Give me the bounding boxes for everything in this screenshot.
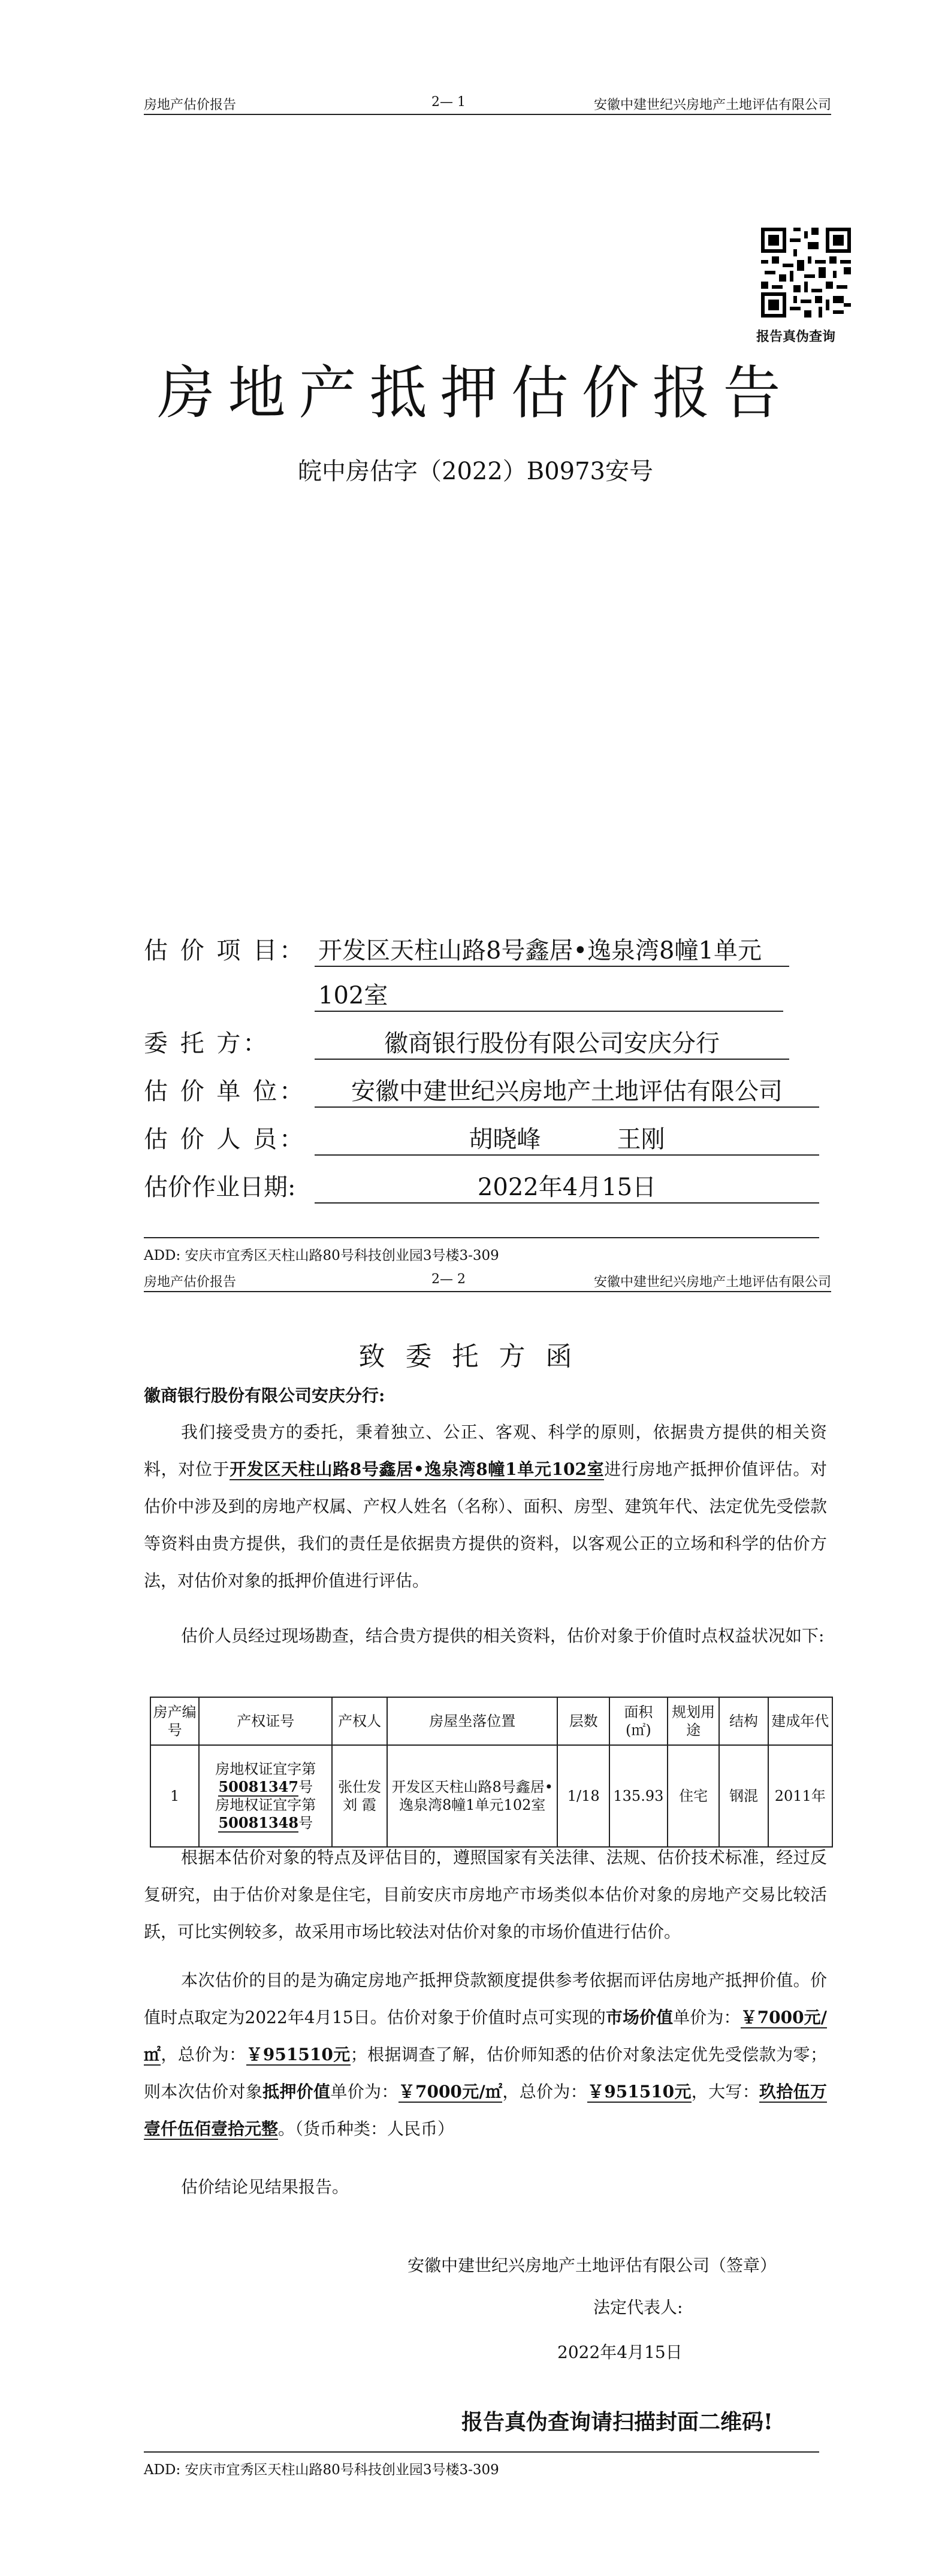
appraiser-label: 估 价 人 员：: [144, 1126, 306, 1153]
mortgage-unit-price: ￥7000元/㎡: [398, 2082, 503, 2102]
project-value-cont: 102室: [315, 976, 783, 1012]
signature-rep: 法定代表人:: [593, 2297, 683, 2317]
cell-no: 1: [150, 1745, 199, 1847]
amount-in-words: 玖拾伍万壹仟伍佰壹拾元整: [144, 2082, 827, 2139]
col-header: 建成年代: [768, 1697, 832, 1745]
header-page-number: 2— 2: [431, 1272, 466, 1287]
client-field: [144, 1024, 789, 1060]
page2-footer: ADD: 安庆市宜秀区天柱山路80号科技创业园3号楼3-309: [144, 2451, 819, 2478]
client-label: 委 托 方：: [144, 1030, 270, 1057]
letter-title: 致委托方函: [358, 1341, 593, 1372]
paragraph-5: 估价结论见结果报告。: [181, 2177, 349, 2197]
cell-owner: 张仕发 刘 霞: [332, 1745, 387, 1847]
appraiser-field: [144, 1120, 819, 1156]
paragraph-3: 根据本估价对象的特点及评估目的，遵照国家有关法律、法规、估价技术标准，经过反复研究，由于估价对象是住宅，目前安庆市房地产市场类似本估价对象的房地产交易比较活跃，可比实例较多，故采用市场比较法对估价对象的市场价值进行估价。: [144, 1848, 827, 1942]
cell-use: 住宅: [668, 1745, 719, 1847]
col-header: 产权人: [332, 1697, 387, 1745]
unit-field: [144, 1072, 819, 1108]
col-header: 房产编号: [150, 1697, 199, 1745]
project-value: 开发区天柱山路8号鑫居•逸泉湾8幢1单元: [315, 932, 789, 967]
cell-area: 135.93: [609, 1745, 668, 1847]
col-header: 面积(㎡): [609, 1697, 668, 1745]
paragraph-2: 估价人员经过现场勘查，结合贵方提供的相关资料，估价对象于价值时点权益状况如下:: [181, 1626, 825, 1646]
cell-structure: 钢混: [719, 1745, 768, 1847]
page1-header: [144, 90, 831, 115]
unit-value: 安徽中建世纪兴房地产土地评估有限公司: [315, 1072, 819, 1108]
document-number: 皖中房估字（2022）B0973安号: [298, 458, 653, 485]
col-header: 结构: [719, 1697, 768, 1745]
project-field-cont: [144, 976, 783, 1012]
col-header: 产权证号: [199, 1697, 332, 1745]
header-left: 房地产估价报告: [144, 1275, 237, 1290]
header-page-number: 2— 1: [431, 95, 466, 110]
client-value: 徽商银行股份有限公司安庆分行: [315, 1024, 789, 1060]
col-header: 房屋坐落位置: [387, 1697, 558, 1745]
date-label: 估价作业日期:: [144, 1174, 296, 1201]
cell-year: 2011年: [768, 1745, 832, 1847]
appraiser-value: 胡晓峰 王刚: [315, 1120, 819, 1156]
signature-date: 2022年4月15日: [557, 2342, 683, 2362]
market-total-price: ￥951510元: [246, 2045, 351, 2064]
verification-notice: 报告真伪查询请扫描封面二维码!: [461, 2409, 773, 2435]
qr-caption: 报告真伪查询: [756, 329, 836, 344]
date-value: 2022年4月15日: [315, 1168, 819, 1204]
paragraph-4: 本次估价的目的是为确定房地产抵押贷款额度提供参考依据而评估房地产抵押价值。价值时点取定为2022年4月15日。估价对象于价值时点可实现的市场价值单价为：￥7000元/㎡，总价为：￥951510元；根据调查了解，估价师知悉的估价对象法定优先受偿款为零；则本次估价对象抵押价值单价为：￥7000元/㎡，总价为：￥951510元，大写：玖拾伍万壹仟伍佰壹拾元整。（货币种类：人民币）: [144, 1970, 827, 2139]
cell-location: 开发区天柱山路8号鑫居•逸泉湾8幢1单元102室: [387, 1745, 558, 1847]
market-unit-price: ￥7000元/㎡: [144, 2007, 827, 2064]
signature-company: 安徽中建世纪兴房地产土地评估有限公司（签章）: [407, 2255, 777, 2275]
col-header: 层数: [557, 1697, 609, 1745]
property-table: [150, 1697, 833, 1848]
property-address: 开发区天柱山路8号鑫居•逸泉湾8幢1单元102室: [230, 1459, 605, 1479]
mortgage-total-price: ￥951510元: [587, 2082, 692, 2102]
table-row: [150, 1745, 832, 1847]
date-field: [144, 1168, 819, 1204]
page2-header: [144, 1267, 831, 1292]
cell-floors: 1/18: [557, 1745, 609, 1847]
page1-footer: ADD: 安庆市宜秀区天柱山路80号科技创业园3号楼3-309: [144, 1237, 819, 1264]
col-header: 规划用途: [668, 1697, 719, 1745]
project-label: 估 价 项 目：: [144, 937, 306, 965]
paragraph-1: 我们接受贵方的委托，秉着独立、公正、客观、科学的原则，依据贵方提供的相关资料，对位于开发区天柱山路8号鑫居•逸泉湾8幢1单元102室进行房地产抵押价值评估。对估价中涉及到的房地产权属、产权人姓名（名称）、面积、房型、建筑年代、法定优先受偿款等资料由贵方提供，我们的责任是依据贵方提供的资料，以客观公正的立场和科学的估价方法，对估价对象的抵押价值进行评估。: [144, 1422, 827, 1591]
header-left: 房地产估价报告: [144, 98, 237, 113]
header-right: 安徽中建世纪兴房地产土地评估有限公司: [593, 98, 831, 113]
project-field: [144, 932, 789, 967]
report-title: 房地产抵押估价报告: [157, 359, 794, 427]
header-right: 安徽中建世纪兴房地产土地评估有限公司: [593, 1275, 831, 1290]
cell-cert: 房地权证宜字第 50081347号 房地权证宜字第 50081348号: [199, 1745, 332, 1847]
qr-code-icon[interactable]: [761, 228, 851, 318]
unit-label: 估 价 单 位：: [144, 1078, 306, 1105]
addressee: 徽商银行股份有限公司安庆分行:: [144, 1386, 385, 1405]
